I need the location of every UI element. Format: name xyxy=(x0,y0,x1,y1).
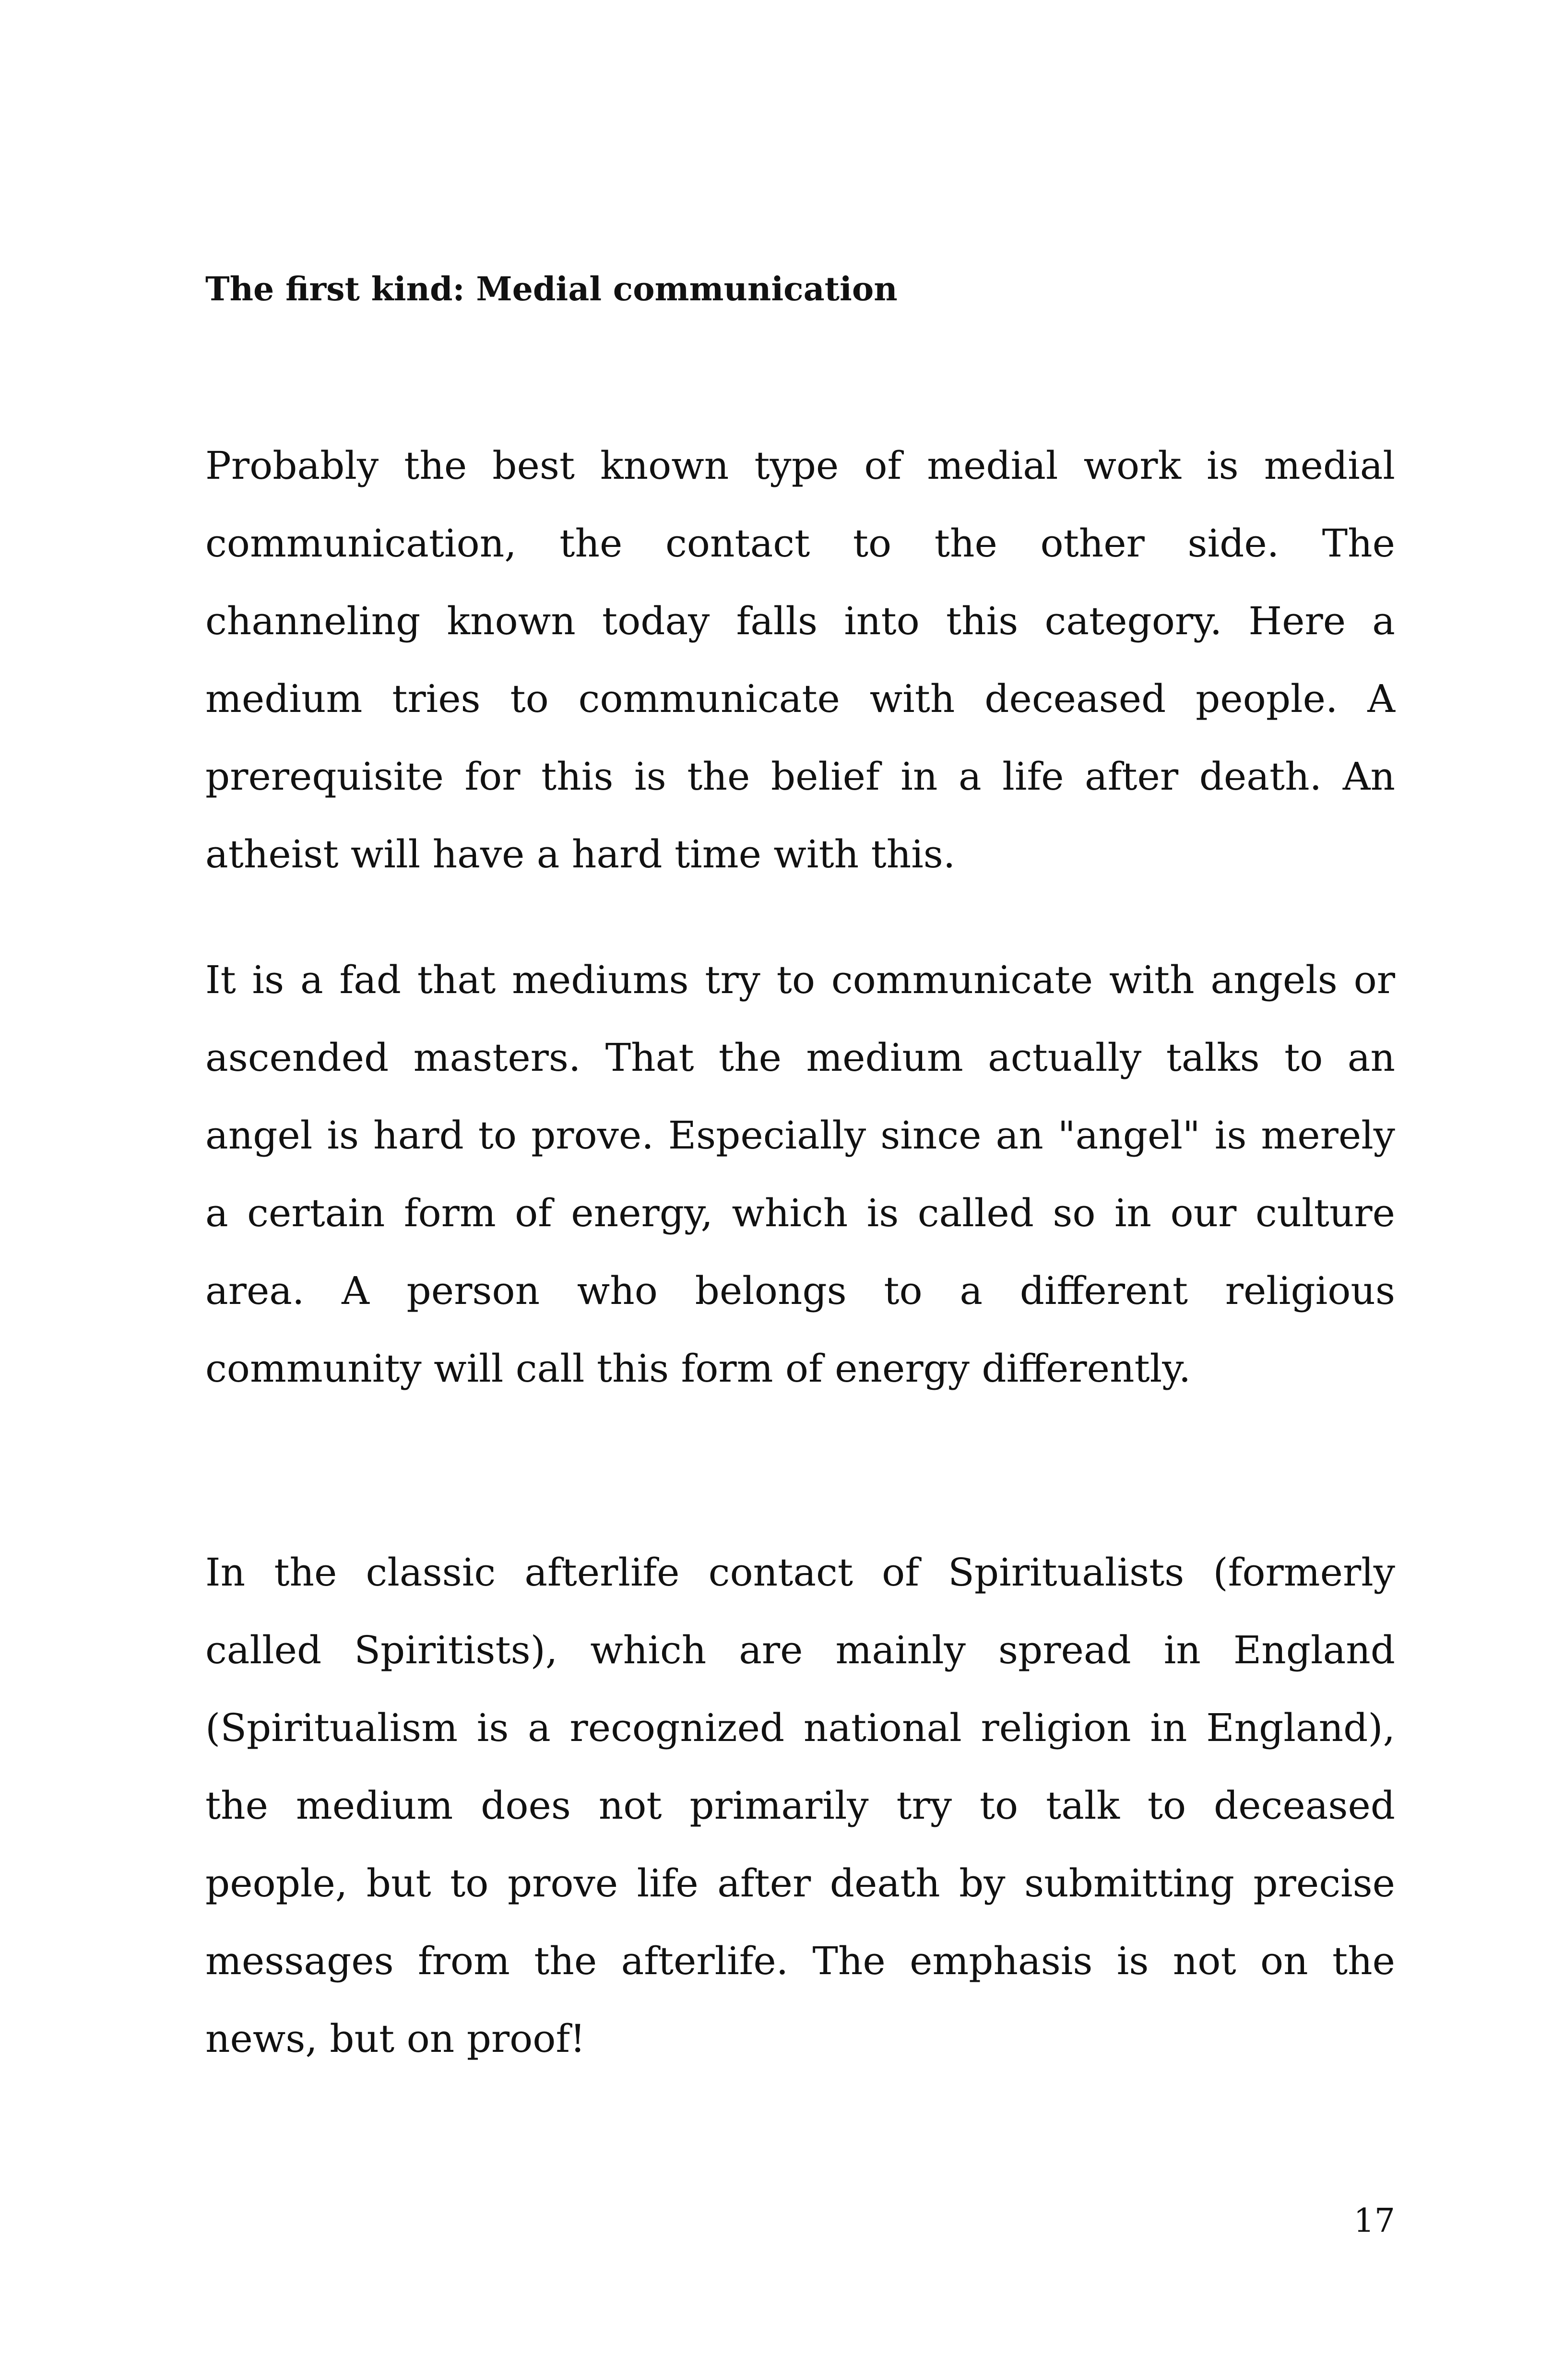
paragraph-angels: It is a fad that mediums try to communicate with angels or ascended masters. That the medium actually talks to an angel is hard to prove. Especially since an "angel" is merely a certain form of energy, which is called so in our culture area. A person who belongs to a different religious community will call this form of energy differently. xyxy=(205,958,1395,1391)
page-number: 17 xyxy=(1353,2202,1395,2240)
section-heading: The first kind: Medial communication xyxy=(205,270,898,308)
paragraph-medial-communication: Probably the best known type of medial work is medial communication, the contact to the other side. The channeling known today falls into this category. Here a medium tries to communicate with deceased people. A prerequisite for this is the belief in a life after death. An atheist will have a hard time with this. xyxy=(205,443,1395,876)
paragraph-spiritualists: In the classic afterlife contact of Spiritualists (formerly called Spiritists), which are mainly spread in England (Spiritualism is a recognized national religion in England), the medium does not primarily try to talk to deceased people, but to prove life after death by submitting precise messages from the afterlife. The emphasis is not on the news, but on proof! xyxy=(205,1550,1395,2061)
